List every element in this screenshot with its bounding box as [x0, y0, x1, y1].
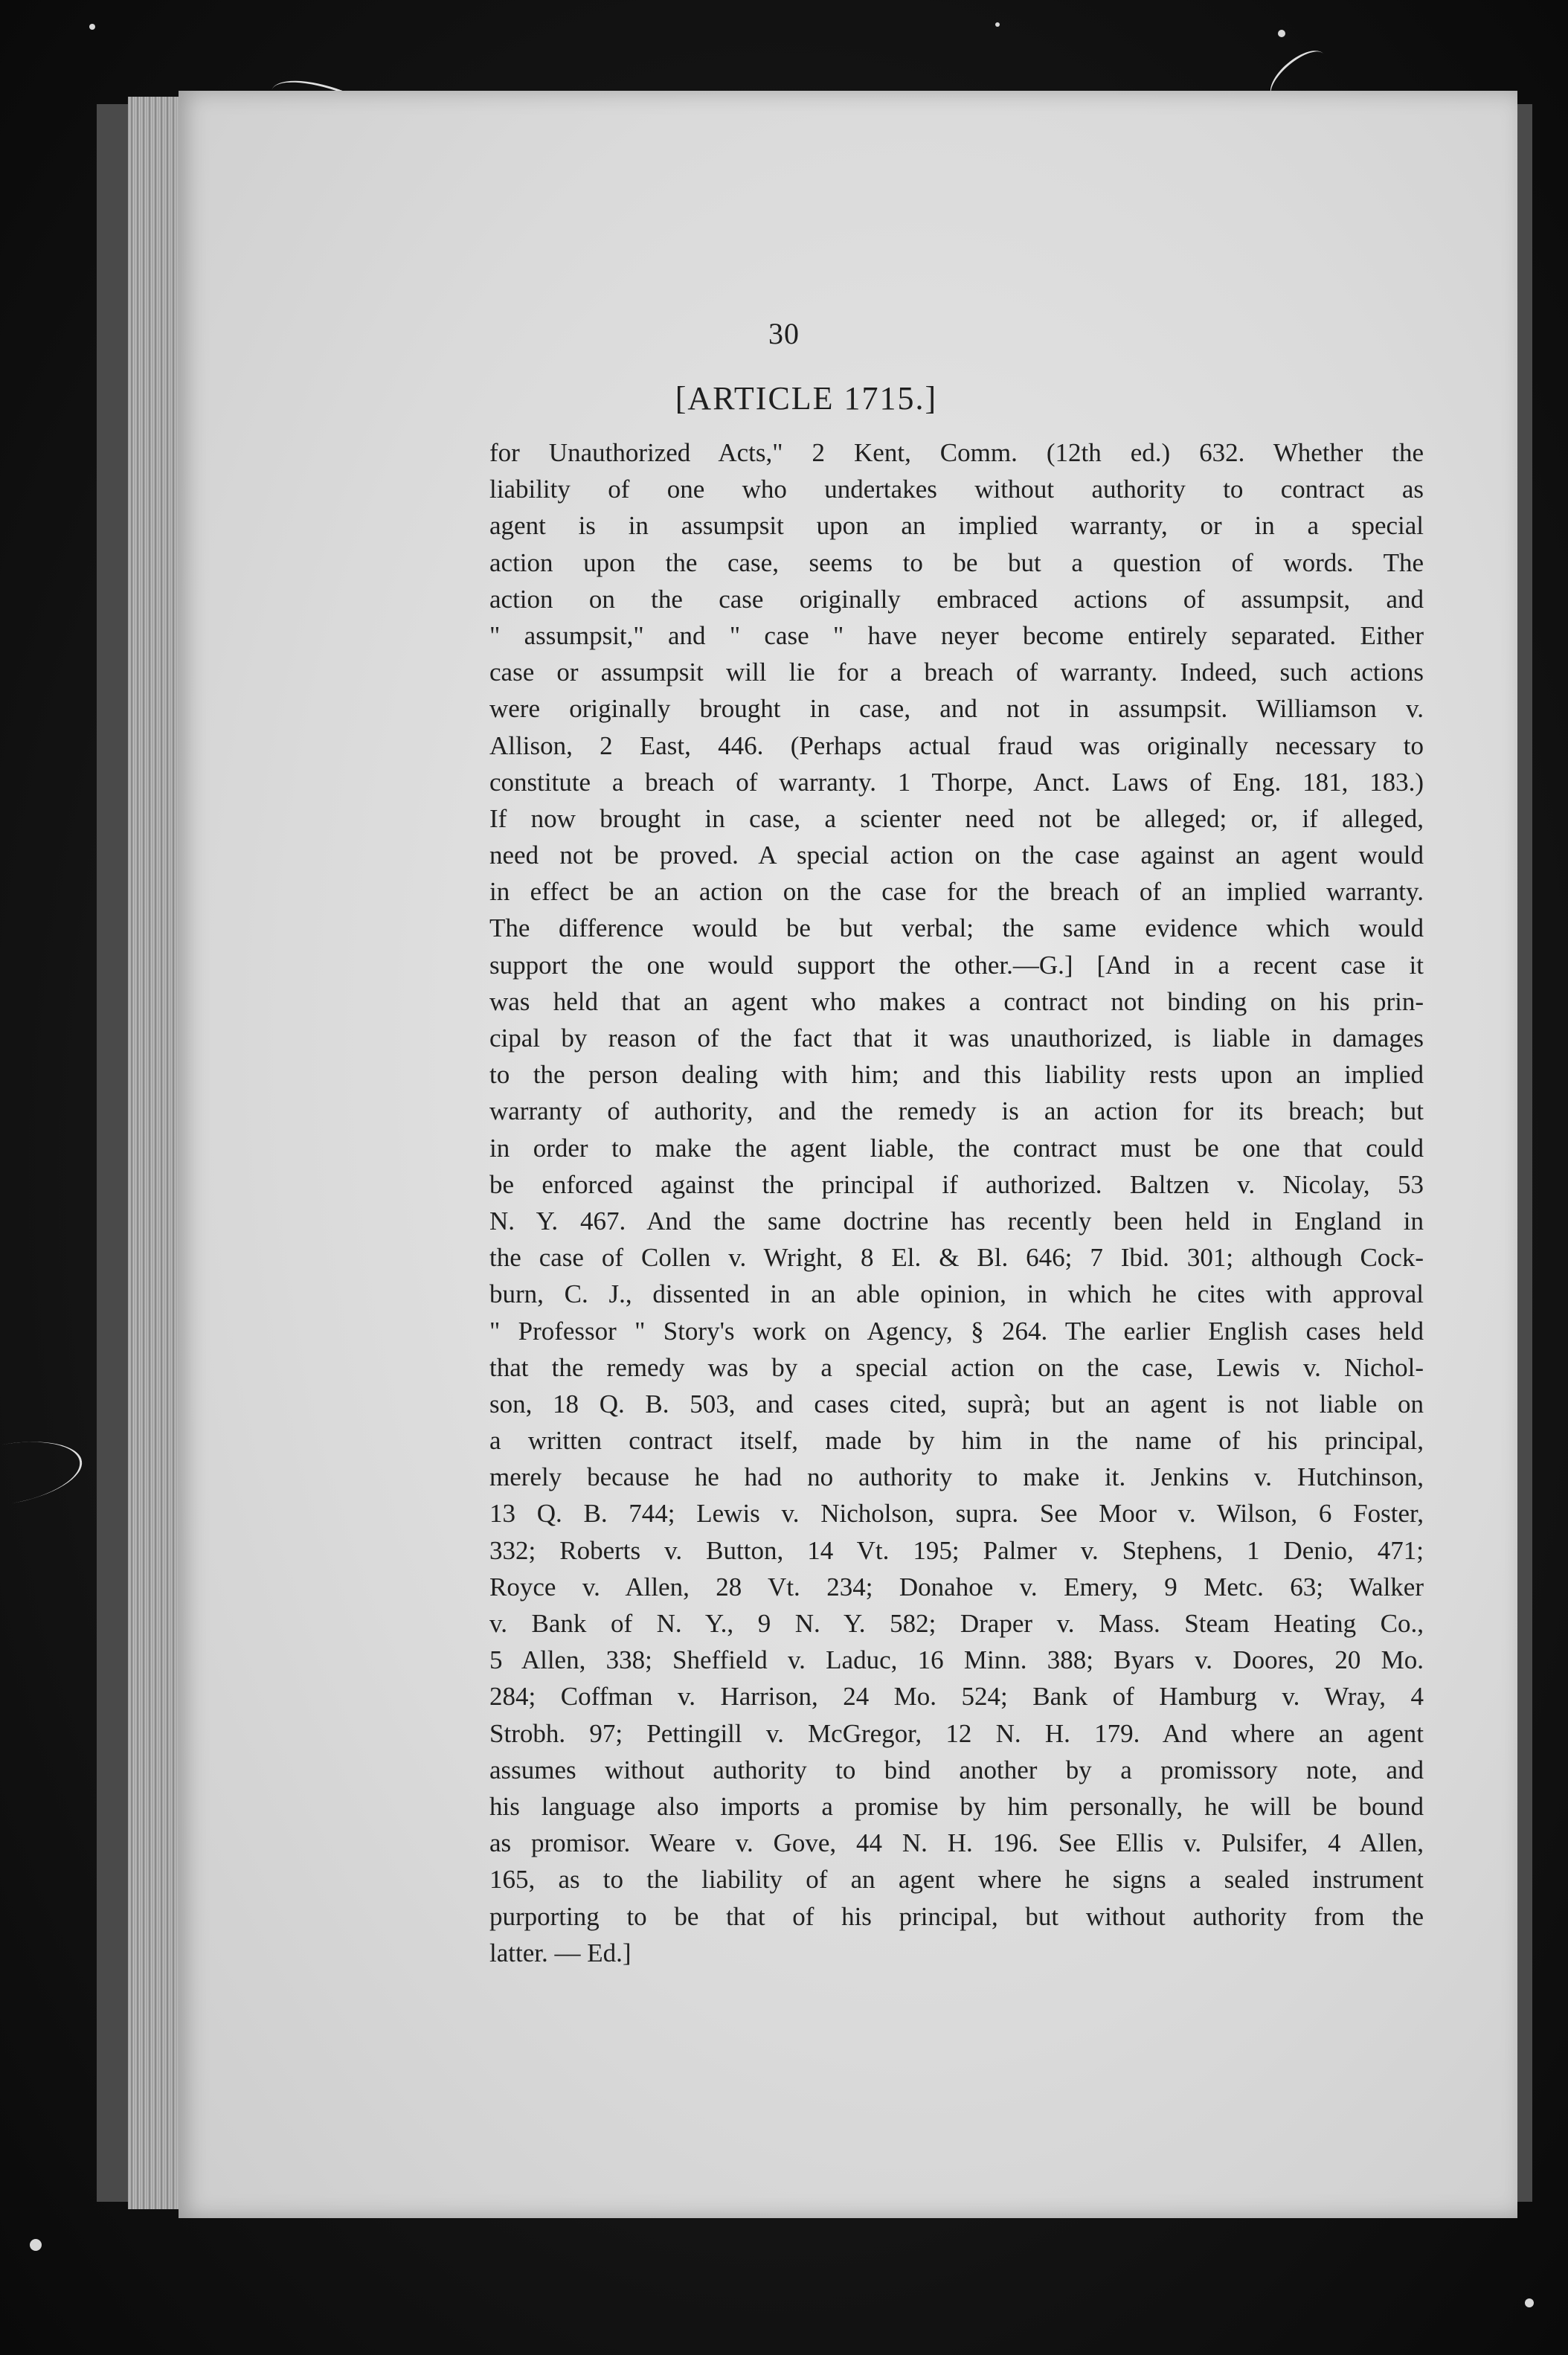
- text-line: case or assumpsit will lie for a breach of warranty. Indeed, such actions: [489, 658, 1424, 687]
- film-speck: [30, 2239, 42, 2251]
- text-line: N. Y. 467. And the same doctrine has recently been held in England in: [489, 1206, 1424, 1236]
- text-line: cipal by reason of the fact that it was unauthorized, is liable in damages: [489, 1024, 1424, 1053]
- text-line: purporting to be that of his principal, but without authority from the: [489, 1901, 1424, 1931]
- film-speck: [89, 24, 95, 30]
- body-text: [489, 434, 1424, 1971]
- text-line: for Unauthorized Acts," 2 Kent, Comm. (12th ed.) 632. Whether the: [489, 438, 1424, 467]
- text-line: in order to make the agent liable, the contract must be one that could: [489, 1133, 1424, 1163]
- text-line: were originally brought in case, and not in assumpsit. Williamson v.: [489, 694, 1424, 724]
- text-line: " assumpsit," and " case " have neyer become entirely separated. Either: [489, 620, 1424, 650]
- text-line: liability of one who undertakes without authority to contract as: [489, 475, 1424, 504]
- text-line: 13 Q. B. 744; Lewis v. Nicholson, supra. See Moor v. Wilson, 6 Foster,: [489, 1499, 1424, 1529]
- text-line: need not be proved. A special action on the case against an agent would: [489, 841, 1424, 870]
- text-line: the case of Collen v. Wright, 8 El. & Bl. 646; 7 Ibid. 301; although Cock-: [489, 1243, 1424, 1273]
- text-line: 332; Roberts v. Button, 14 Vt. 195; Palmer v. Stephens, 1 Denio, 471;: [489, 1535, 1424, 1565]
- text-line: constitute a breach of warranty. 1 Thorpe, Anct. Laws of Eng. 181, 183.): [489, 767, 1424, 797]
- text-line: 284; Coffman v. Harrison, 24 Mo. 524; Bank of Hamburg v. Wray, 4: [489, 1682, 1424, 1712]
- text-line: his language also imports a promise by him personally, he will be bound: [489, 1791, 1424, 1821]
- film-speck: [1278, 30, 1285, 37]
- text-line: merely because he had no authority to make it. Jenkins v. Hutchinson,: [489, 1462, 1424, 1492]
- page-number: 30: [768, 317, 800, 350]
- article-heading: [ARTICLE 1715.]: [675, 380, 938, 417]
- text-line: " Professor " Story's work on Agency, § 264. The earlier English cases held: [489, 1316, 1424, 1346]
- text-line: action upon the case, seems to be but a question of words. The: [489, 547, 1424, 577]
- text-line: in effect be an action on the case for the breach of an implied warranty.: [489, 877, 1424, 907]
- text-line: Strobh. 97; Pettingill v. McGregor, 12 N. H. 179. And where an agent: [489, 1718, 1424, 1748]
- text-line: Royce v. Allen, 28 Vt. 234; Donahoe v. Emery, 9 Metc. 63; Walker: [489, 1572, 1424, 1601]
- film-speck: [1525, 2298, 1534, 2307]
- text-line: warranty of authority, and the remedy is an action for its breach; but: [489, 1096, 1424, 1126]
- text-line: be enforced against the principal if authorized. Baltzen v. Nicolay, 53: [489, 1169, 1424, 1199]
- text-line: burn, C. J., dissented in an able opinion, in which he cites with approval: [489, 1279, 1424, 1309]
- text-line: as promisor. Weare v. Gove, 44 N. H. 196. See Ellis v. Pulsifer, 4 Allen,: [489, 1828, 1424, 1858]
- text-line: support the one would support the other.—G.] [And in a recent case it: [489, 950, 1424, 980]
- text-line: latter. — Ed.]: [489, 1938, 632, 1967]
- text-line: agent is in assumpsit upon an implied warranty, or in a special: [489, 511, 1424, 541]
- text-line: 5 Allen, 338; Sheffield v. Laduc, 16 Minn. 388; Byars v. Doores, 20 Mo.: [489, 1645, 1424, 1675]
- text-line: son, 18 Q. B. 503, and cases cited, suprà; but an agent is not liable on: [489, 1389, 1424, 1419]
- text-line: to the person dealing with him; and this liability rests upon an implied: [489, 1060, 1424, 1090]
- text-line: action on the case originally embraced actions of assumpsit, and: [489, 584, 1424, 614]
- text-line: that the remedy was by a special action on the case, Lewis v. Nichol-: [489, 1352, 1424, 1382]
- text-line: v. Bank of N. Y., 9 N. Y. 582; Draper v. Mass. Steam Heating Co.,: [489, 1609, 1424, 1638]
- film-speck: [995, 22, 1000, 27]
- text-line: was held that an agent who makes a contract not binding on his prin-: [489, 986, 1424, 1016]
- text-line: The difference would be but verbal; the same evidence which would: [489, 913, 1424, 943]
- text-line: Allison, 2 East, 446. (Perhaps actual fraud was originally necessary to: [489, 730, 1424, 760]
- text-line: If now brought in case, a scienter need not be alleged; or, if alleged,: [489, 803, 1424, 833]
- text-line: assumes without authority to bind another by a promissory note, and: [489, 1755, 1424, 1784]
- text-line: 165, as to the liability of an agent where he signs a sealed instrument: [489, 1865, 1424, 1895]
- text-line: a written contract itself, made by him in the name of his principal,: [489, 1426, 1424, 1456]
